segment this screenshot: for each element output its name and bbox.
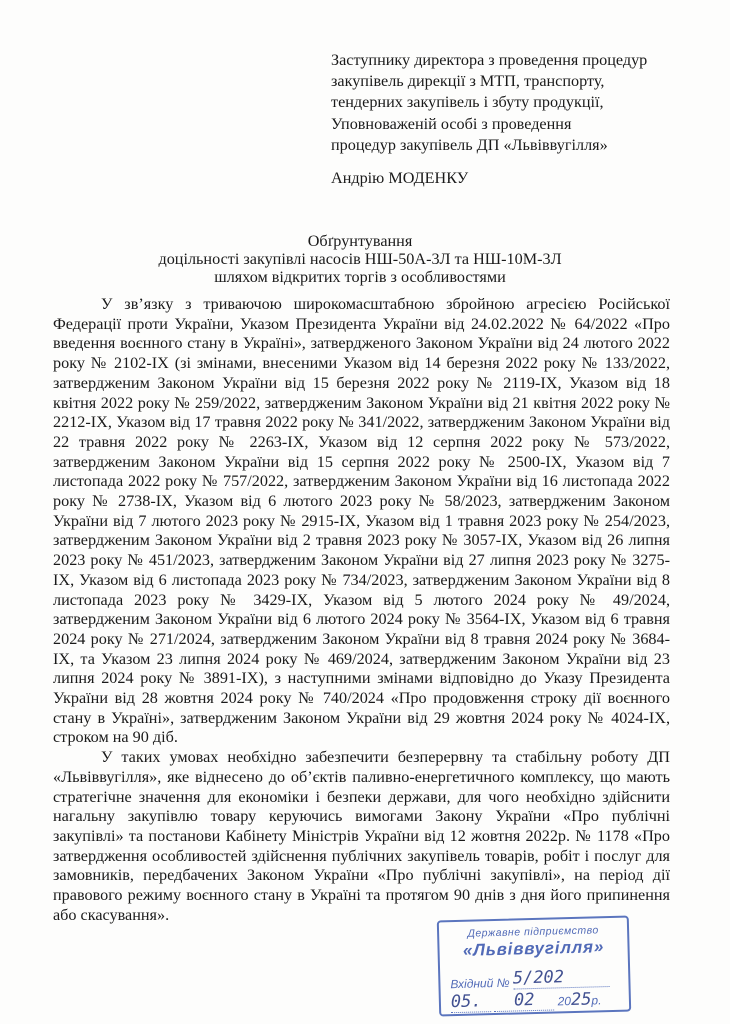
body-paragraph: У таких умовах необхідно забезпечити безперервну та стабільну роботу ДП «Львіввугілля», яке віднесено до об’єктів паливно-енергетичного комплексу, що мають стратегічне значення для економіки і безпеки держави, для чого необхідно здійснити нагальну закупівлю товару керуючись вимогами Закону України «Про публічні закупівлі» та постанови Кабінету Міністрів України від 12 жовтня 2022р. № 1178 «Про затвердження особливостей здійснення публічних закупівель товарів, робіт і послуг для замовників, передбачених Законом України «Про публічні закупівлі», на період дії правового режиму воєнного стану в Україні та протягом 90 днів з дня його припинення або скасування». bbox=[53, 748, 670, 924]
title-line: доцільності закупівлі насосів НШ-50А-3Л та НШ-10М-3Л bbox=[158, 250, 562, 268]
stamp-org: Державне підприємство bbox=[467, 924, 599, 940]
stamp-incoming-row bbox=[450, 966, 609, 991]
title-line: Обґрунтування bbox=[307, 232, 413, 250]
addressee-line: тендерних закупівель і збуту продукції, bbox=[331, 93, 604, 112]
stamp-year-prefix: 20 bbox=[557, 994, 572, 1009]
stamp-company-name: «Львіввугілля» bbox=[462, 937, 605, 960]
stamp-incoming-number: 5/202 bbox=[512, 967, 565, 989]
addressee-name: Андрію МОДЕНКУ bbox=[331, 169, 469, 188]
stamp-date-row bbox=[451, 988, 602, 1013]
addressee-block bbox=[331, 50, 721, 189]
stamp-incoming-label: Вхідний № bbox=[450, 975, 510, 992]
stamp-date-month: 02 bbox=[513, 990, 535, 1011]
stamp-date-day: 05. bbox=[450, 991, 482, 1013]
stamp-date-suffix: р. bbox=[591, 993, 602, 1008]
addressee-line: процедур закупівель ДП «Львіввугілля» bbox=[331, 135, 608, 154]
document-body bbox=[53, 295, 670, 926]
addressee-line: закупівель дирекції з МТП, транспорту, bbox=[331, 72, 605, 91]
addressee-line: Заступнику директора з проведення процедур bbox=[331, 51, 648, 69]
addressee-line: Уповноваженій особі з проведення bbox=[331, 114, 572, 133]
stamp-date-year: 25 bbox=[570, 989, 592, 1011]
title-line: шляхом відкритих торгів з особливостями bbox=[214, 268, 506, 286]
document-title bbox=[80, 232, 640, 286]
body-paragraph: У зв’язку з триваючою широкомасштабною збройною агресією Російської Федерації проти України, Указом Президента України від 24.02.2022 № 64/2022 «Про введення воєнного стану в Україні», затвердженого Законом України від 24 лютого 2022 року № 2102-IX (зі змінами, внесеними Указом від 14 березня 2022 року № 133/2022, затвердженим Законом України від 15 березня 2022 року № 2119-IX, Указом від 18 квітня 2022 року № 259/2022, затвердженим Законом України від 21 квітня 2022 року № 2212-IX, Указом від 17 травня 2022 року № 341/2022, затвердженим Законом України від 22 травня 2022 року № 2263-IX, Указом від 12 серпня 2022 року № 573/2022, затвердженим Законом України від 15 серпня 2022 року № 2500-IX, Указом від 7 листопада 2022 року № 757/2022, затвердженим Законом України від 16 листопада 2022 року № 2738-IX, Указом від 6 лютого 2023 року № 58/2023, затвердженим Законом України від 7 лютого 2023 року № 2915-IX, Указом від 1 травня 2023 року № 254/2023, затвердженим Законом України від 2 травня 2023 року № 3057-IX, Указом від 26 липня 2023 року № 451/2023, затвердженим Законом України від 27 липня 2023 року № 3275-IX, Указом від 6 листопада 2023 року № 734/2023, затвердженим Законом України від 8 листопада 2023 року № 3429-IX, Указом від 5 лютого 2024 року № 49/2024, затвердженим Законом України від 6 лютого 2024 року № 3564-IX, Указом від 6 травня 2024 року № 271/2024, затвердженим Законом України від 8 травня 2024 року № 3684-IX, та Указом 23 липня 2024 року № 469/2024, затвердженим Законом України від 23 липня 2024 року № 3891-IX), з наступними змінами відповідно до Указу Президента України від 28 жовтня 2024 року № 740/2024 «Про продовження строку дії воєнного стану в Україні», затвердженим Законом України від 29 жовтня 2024 року № 4024-IX, строком на 90 діб. bbox=[53, 295, 670, 747]
incoming-stamp bbox=[437, 916, 631, 1017]
